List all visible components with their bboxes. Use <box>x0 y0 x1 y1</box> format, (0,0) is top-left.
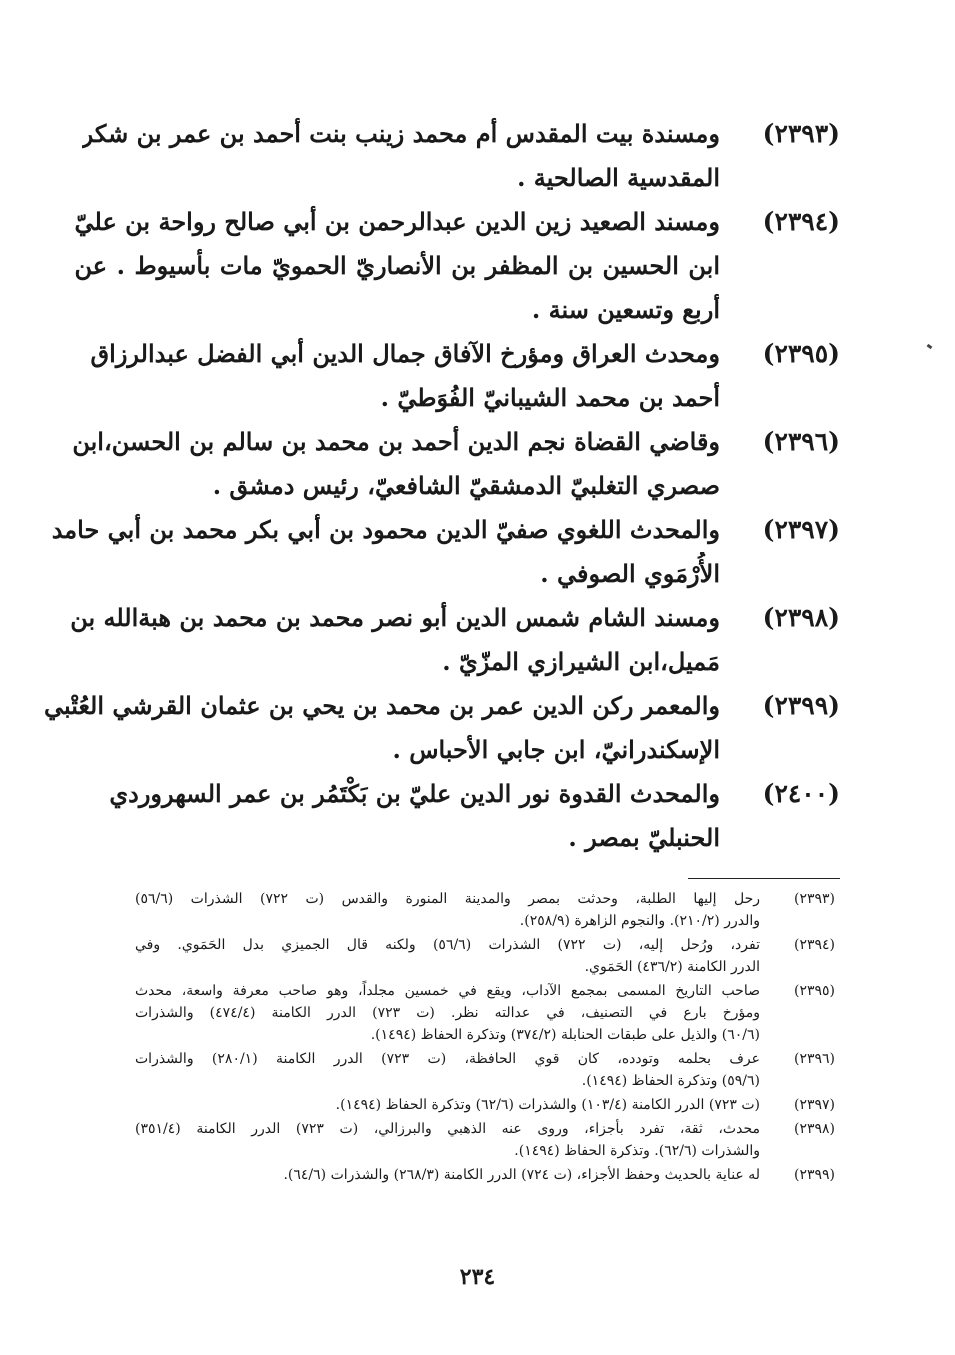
entry-text <box>44 684 720 772</box>
footnote-line: والشذرات (٦٢/٦). وتذكرة الحفاظ (١٤٩٤). <box>514 1143 760 1159</box>
footnote-line: تفرد، ورُحل إليه، (ت ٧٢٢) الشذرات (٥٦/٦) ولكنه قال الجميزي بدل الحَمَوي. وفي <box>135 937 760 953</box>
footnote-text <box>135 1118 760 1162</box>
footnote <box>135 980 835 1046</box>
footnote-separator <box>688 878 840 879</box>
entry-number: (٢٣٩٨) <box>762 603 840 632</box>
footnote-text <box>135 1164 760 1186</box>
entry-line: والمحدث اللغوي صفيّ الدين محمود بن أبي بكر محمد بن أبي حامد <box>51 515 720 544</box>
entry-line: الحنبليّ بمصر . <box>568 823 720 852</box>
entry-text <box>52 508 720 596</box>
footnote <box>135 934 835 978</box>
margin-mark <box>927 344 933 349</box>
footnote <box>135 888 835 932</box>
entry <box>109 772 840 860</box>
entry <box>72 420 840 508</box>
footnote-line: (ت ٧٢٣) الدرر الكامنة (١٠٣/٤) والشذرات (٦٢/٦) وتذكرة الحفاظ (١٤٩٤). <box>335 1097 760 1113</box>
footnotes-list <box>135 888 835 1188</box>
footnote-number: (٢٣٩٩) <box>793 1167 835 1183</box>
entry-line: الأُرْمَوي الصوفي . <box>540 559 720 588</box>
entry-line: والمعمر ركن الدين عمر بن محمد بن يحي بن عثمان القرشي العُتْبي <box>43 691 720 720</box>
entry-line: الإسكندرانيّ، ابن جابي الأحباس . <box>392 735 720 764</box>
footnote-line: (٥٩/٦) وتذكرة الحفاظ (١٤٩٤). <box>581 1073 760 1089</box>
entry-line: ومسند الشام شمس الدين أبو نصر محمد بن محمد بن هبةالله بن <box>70 603 720 632</box>
entry-line: وقاضي القضاة نجم الدين أحمد بن محمد بن سالم بن الحسن،ابن <box>72 427 720 456</box>
footnote <box>135 1048 835 1092</box>
entry-number: (٢٣٩٦) <box>762 427 840 456</box>
footnote-text <box>135 1094 760 1116</box>
entry-number: (٢٣٩٣) <box>762 119 840 148</box>
entry-line: ومسند الصعيد زين الدين عبدالرحمن بن أبي صالح رواحة بن عليّ <box>74 207 720 236</box>
entry <box>74 200 840 332</box>
entry-line: المقدسية الصالحية . <box>517 163 720 192</box>
footnote-number: (٢٣٩٥) <box>793 983 835 999</box>
footnote-line: محدث، ثقة، تفرد بأجزاء، وروى عنه الذهبي والبرزالي، (ت ٧٢٣) الدرر الكامنة (٣٥١/٤) <box>135 1121 760 1137</box>
entries-list <box>43 112 840 860</box>
footnote-line: والدرر (٢١٠/٢). والنجوم الزاهرة (٢٥٨/٩). <box>519 913 760 929</box>
footnote-text <box>135 888 760 932</box>
entry-line: مَميل،ابن الشيرازي المزّيّ . <box>442 647 720 676</box>
entry-line: ابن الحسين بن المظفر بن الأنصاريّ الحمويّ مات بأسيوط . عن <box>74 251 720 280</box>
footnote-line: صاحب التاريخ المسمى بمجمع الآداب، ويقع في خمسين مجلداً، وهو صاحب معرفة واسعة، محدث <box>135 983 760 999</box>
footnote <box>135 1094 835 1116</box>
entry <box>70 596 840 684</box>
footnote-line: (٦٠/٦) والذيل على طبقات الحنابلة (٣٧٤/٢) وتذكرة الحفاظ (١٤٩٤). <box>370 1027 760 1043</box>
entry-line: صصري التغلبيّ الدمشقيّ الشافعيّ، رئيس دمشق . <box>212 471 720 500</box>
footnote-number: (٢٣٩٧) <box>793 1097 835 1113</box>
entry-text <box>75 200 720 332</box>
footnote-text <box>135 934 760 978</box>
entry <box>51 508 840 596</box>
entry-text <box>91 332 720 420</box>
entry-line: ومحدث العراق ومؤرخ الآفاق جمال الدين أبي الفضل عبدالرزاق <box>90 339 720 368</box>
entry-text <box>70 596 720 684</box>
entry-text <box>109 772 720 860</box>
entry-number: (٢٣٩٩) <box>762 691 840 720</box>
footnote-text <box>135 1048 760 1092</box>
entry-text <box>82 112 720 200</box>
footnote-line: ومؤرخ بارع في التصنيف، في عدالته نظر. (ت ٧٢٣) الدرر الكامنة (٤٧٤/٤) والشذرات <box>135 1005 760 1021</box>
entry <box>81 112 840 200</box>
footnote-number: (٢٣٩٦) <box>793 1051 835 1067</box>
footnote <box>135 1118 835 1162</box>
footnote-number: (٢٣٩٤) <box>793 937 835 953</box>
entry-number: (٢٤٠٠) <box>762 779 840 808</box>
entry-line: والمحدث القدوة نور الدين عليّ بن بَكْتَمُر بن عمر السهروردي <box>109 779 720 808</box>
page-number: ٢٣٤ <box>459 1264 496 1290</box>
entry <box>90 332 840 420</box>
footnote-line: عرف بحلمه وتودده، كان قوي الحافظة، (ت ٧٢٣) الدرر الكامنة (٢٨٠/١) والشذرات <box>135 1051 760 1067</box>
footnote-line: له عناية بالحديث وحفظ الأجزاء، (ت ٧٢٤) الدرر الكامنة (٢٦٨/٣) والشذرات (٦٤/٦). <box>283 1167 760 1183</box>
footnote-number: (٢٣٩٣) <box>793 891 835 907</box>
entry-line: أربع وتسعين سنة . <box>531 295 720 324</box>
footnote-line: رحل إليها الطلبة، وحدثت بمصر والمدينة المنورة والقدس (ت ٧٢٢) الشذرات (٥٦/٦) <box>135 891 760 907</box>
entry-line: ومسندة بيت المقدس أم محمد زينب بنت أحمد بن عمر بن شكر <box>81 119 720 148</box>
footnote-text <box>135 980 760 1046</box>
footnote-number: (٢٣٩٨) <box>793 1121 835 1137</box>
entry-number: (٢٣٩٤) <box>762 207 840 236</box>
footnote-line: الدرر الكامنة (٤٣٦/٢) الحَمَوي. <box>584 959 760 975</box>
entry-number: (٢٣٩٧) <box>762 515 840 544</box>
footnote <box>135 1164 835 1186</box>
entry-line: أحمد بن محمد الشيبانيّ الفُوَطيّ . <box>380 383 720 412</box>
entry-text <box>72 420 720 508</box>
entry <box>43 684 840 772</box>
entry-number: (٢٣٩٥) <box>762 339 840 368</box>
